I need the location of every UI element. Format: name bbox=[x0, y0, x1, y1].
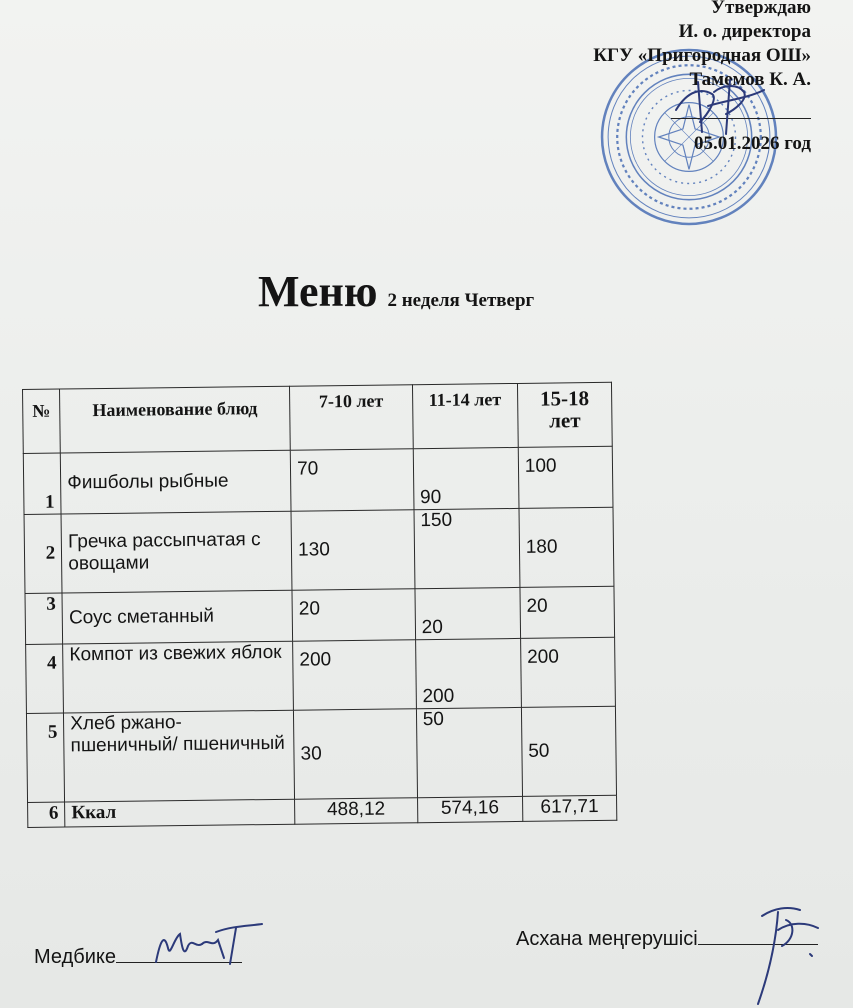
row-num: 1 bbox=[23, 453, 61, 514]
row-dish: Гречка рассыпчатая с овощами bbox=[61, 511, 292, 593]
row-dish: Компот из свежих яблок bbox=[63, 641, 294, 713]
row-value-11-14: 150 bbox=[414, 508, 520, 588]
row-num: 3 bbox=[25, 593, 63, 644]
approval-position: И. о. директора bbox=[678, 21, 811, 42]
table-row bbox=[25, 586, 615, 644]
row-value-15-18: 100 bbox=[518, 446, 613, 508]
table-row bbox=[26, 637, 616, 713]
total-value-11-14: 574,16 bbox=[417, 796, 522, 822]
row-value-11-14: 90 bbox=[413, 447, 519, 509]
row-value-7-10: 30 bbox=[294, 709, 418, 799]
row-num: 5 bbox=[26, 713, 64, 802]
header-age-15-18: 15-18 лет bbox=[517, 382, 612, 447]
approval-organization: КГУ «Пригородная ОШ» bbox=[593, 45, 811, 66]
approval-heading: Утверждаю bbox=[711, 0, 811, 18]
canteen-manager-signature-icon bbox=[748, 900, 828, 1008]
header-age-11-14: 11-14 лет bbox=[412, 383, 518, 448]
nurse-signature-icon bbox=[150, 918, 268, 970]
row-num: 4 bbox=[26, 644, 64, 713]
title-subtitle: 2 неделя Четверг bbox=[387, 290, 535, 311]
header-name: Наименование блюд bbox=[60, 386, 291, 453]
row-num: 2 bbox=[24, 514, 62, 593]
row-dish: Фишболы рыбные bbox=[61, 450, 292, 514]
title-main: Меню bbox=[258, 267, 378, 316]
total-value-7-10: 488,12 bbox=[295, 798, 418, 824]
total-num: 6 bbox=[28, 802, 66, 827]
row-value-15-18: 20 bbox=[520, 586, 615, 638]
row-value-7-10: 200 bbox=[293, 640, 416, 710]
row-value-7-10: 70 bbox=[290, 449, 413, 511]
row-value-11-14: 50 bbox=[416, 707, 522, 797]
canteen-manager-label: Асхана меңгерушісі bbox=[516, 928, 698, 950]
approval-date: 05.01.2026 год bbox=[694, 133, 811, 154]
row-value-15-18: 200 bbox=[520, 637, 615, 707]
header-age-7-10: 7-10 лет bbox=[290, 385, 413, 450]
header-num: № bbox=[23, 389, 61, 453]
row-dish: Хлеб ржано-пшеничный/ пшеничный bbox=[64, 710, 295, 802]
row-value-15-18: 180 bbox=[519, 507, 614, 587]
approval-director-name: Тамемов К. А. bbox=[689, 69, 811, 90]
nurse-label: Медбике bbox=[34, 946, 116, 968]
total-label: Ккал bbox=[65, 799, 295, 827]
row-dish: Соус сметанный bbox=[62, 590, 293, 644]
table-header-row bbox=[23, 382, 613, 453]
table-row bbox=[26, 706, 616, 802]
director-signature-icon bbox=[668, 70, 768, 140]
row-value-11-14: 20 bbox=[415, 587, 521, 639]
menu-table bbox=[22, 382, 617, 828]
row-value-15-18: 50 bbox=[521, 706, 616, 796]
row-value-7-10: 20 bbox=[292, 589, 415, 641]
table-row bbox=[24, 507, 614, 593]
page-title bbox=[258, 266, 534, 317]
row-value-11-14: 200 bbox=[415, 638, 521, 708]
total-value-15-18: 617,71 bbox=[522, 795, 616, 821]
table-row bbox=[23, 446, 613, 514]
row-value-7-10: 130 bbox=[291, 510, 415, 590]
